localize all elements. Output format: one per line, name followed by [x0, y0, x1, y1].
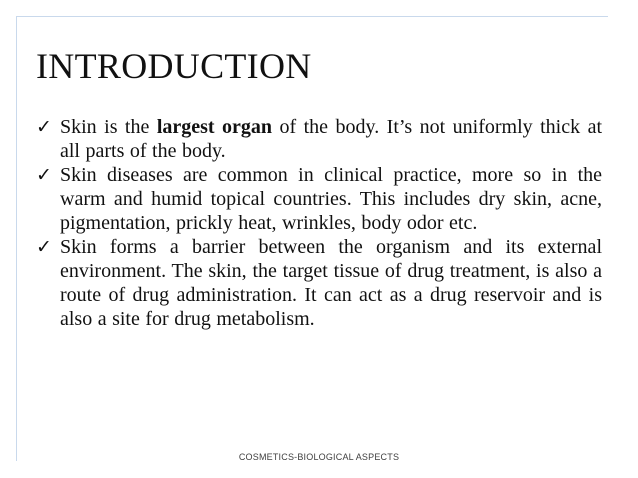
top-border-line	[16, 16, 608, 17]
bullet-text: Skin diseases are common in clinical practice, more so in the warm and humid topical countries. This includes dry skin, acne, pigmentation, prickly heat, wrinkles, body odor etc.	[60, 164, 602, 234]
slide-footer: COSMETICS-BIOLOGICAL ASPECTS	[238, 452, 400, 462]
bullet-text-start: Skin is the	[60, 116, 157, 138]
bullet-item	[36, 235, 602, 331]
bullet-list	[36, 115, 602, 331]
check-mark-icon: ✓	[36, 116, 52, 138]
bullet-text-end: of the body. It’s not uniformly thick at all parts of the body.	[60, 116, 603, 162]
check-mark-icon: ✓	[36, 236, 52, 258]
bullet-text	[60, 115, 602, 163]
bullet-text: Skin forms a barrier between the organism and its external environment. The skin, the target tissue of drug treatment, is also a route of drug administration. It can act as a drug reservoir and is also a site for drug metabolism.	[60, 236, 602, 330]
bullet-item	[36, 163, 602, 235]
bullet-item	[36, 115, 602, 163]
left-border-line	[16, 16, 17, 461]
bullet-text-bold: largest organ	[156, 116, 273, 138]
check-mark-icon: ✓	[36, 164, 52, 186]
slide-title: INTRODUCTION	[36, 46, 312, 86]
